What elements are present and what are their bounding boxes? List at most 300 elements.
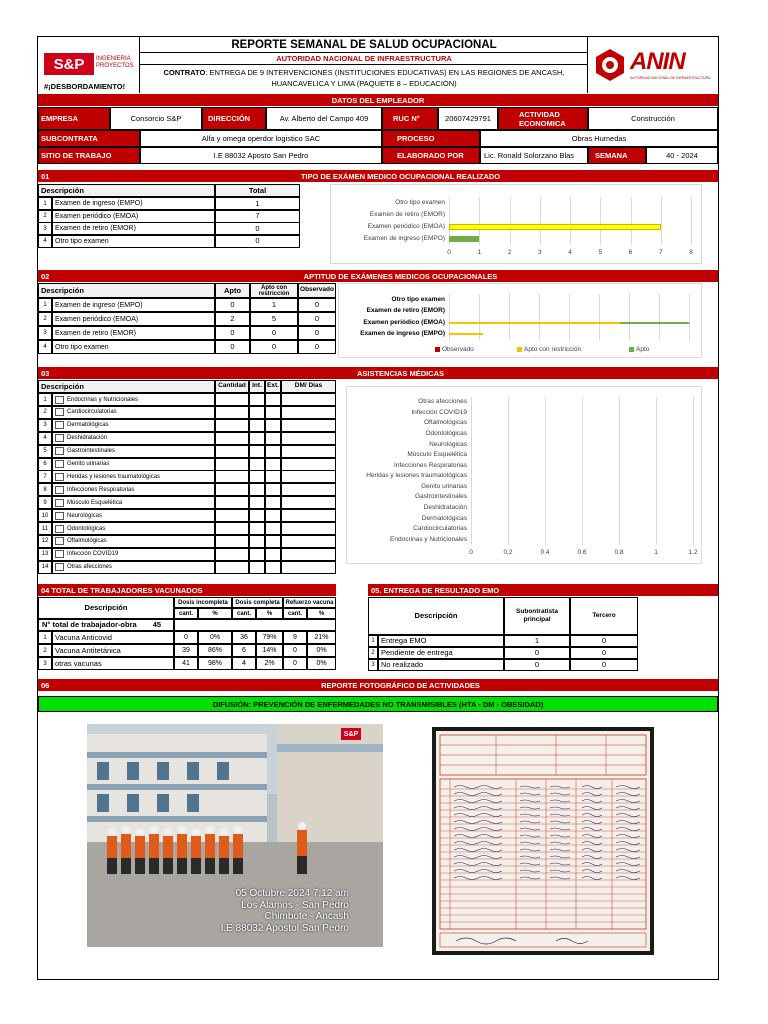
section-05-header xyxy=(368,584,718,596)
emo-delivery-desc: Pendiente de entrega xyxy=(378,647,504,659)
category-label: Examen periódico (EMOA) xyxy=(367,223,445,230)
s05-col-subcontract: Subontratista principal xyxy=(504,597,570,635)
assistance-quantity[interactable] xyxy=(215,445,249,458)
elaborado-value: Lic. Ronald Solorzano Blas xyxy=(480,147,588,164)
assistance-desc: Músculo Esquelética xyxy=(67,499,123,506)
elaborado-label: ELABORADO POR xyxy=(382,147,480,164)
assistance-quantity[interactable] xyxy=(215,470,249,483)
gridline xyxy=(600,197,601,245)
s03-col-ext: Ext. xyxy=(265,380,281,393)
s01-col-total: Total xyxy=(215,184,300,197)
x-tick-label: 0.2 xyxy=(503,549,513,556)
gridline xyxy=(569,294,570,340)
row-number: 2 xyxy=(368,647,378,659)
row-number: 8 xyxy=(38,483,52,496)
anin-logo-box xyxy=(588,37,718,93)
assistance-quantity[interactable] xyxy=(215,406,249,419)
vaccine-cc: 6 xyxy=(232,644,256,657)
gridline xyxy=(629,294,630,340)
s05-col-third: Tercero xyxy=(570,597,638,635)
x-tick-label: 2 xyxy=(507,249,512,256)
actividad-value: Construcción xyxy=(588,107,718,130)
category-label: Genito urinarias xyxy=(421,482,467,490)
gridline xyxy=(582,397,583,545)
x-tick-label: 1.2 xyxy=(688,549,698,556)
emo-delivery-third: 0 xyxy=(570,647,638,659)
category-label: Examen periódico (EMOA) xyxy=(363,318,445,326)
subcontrata-label: SUBCONTRATA xyxy=(38,130,140,147)
assistance-desc: Cardiocirculatorias xyxy=(67,409,117,416)
assistance-ext[interactable] xyxy=(265,432,281,445)
x-tick-label: 0.6 xyxy=(577,549,587,556)
assistance-dm-days[interactable] xyxy=(281,393,336,406)
assistance-desc: Heridas y lesiones traumatológicas xyxy=(67,473,161,480)
assistance-dm-days[interactable] xyxy=(281,406,336,419)
checkbox[interactable] xyxy=(55,512,64,520)
assistance-quantity[interactable] xyxy=(215,393,249,406)
category-label: Músculo Esquelética xyxy=(407,451,467,459)
x-tick-label: 6 xyxy=(628,249,633,256)
s04-col-complete: Dosis completa xyxy=(232,597,283,608)
contract-line2: HUANCAVELICA Y LIMA (PAQUETE 8 – EDUCACIÓN) xyxy=(271,80,457,88)
vaccine-ip: 86% xyxy=(198,644,232,657)
s02-col-observado: Observado xyxy=(298,283,336,298)
gridline xyxy=(540,197,541,245)
assistance-ext[interactable] xyxy=(265,522,281,535)
assistance-quantity[interactable] xyxy=(215,535,249,548)
category-label: Cardiocirculatorias xyxy=(413,525,467,533)
assistance-ext[interactable] xyxy=(265,419,281,432)
legend-label: Observado xyxy=(442,346,474,353)
row-number: 11 xyxy=(38,522,52,535)
assistance-quantity[interactable] xyxy=(215,561,249,574)
assistance-int[interactable] xyxy=(249,432,265,445)
row-number: 7 xyxy=(38,470,52,483)
aptitude-desc: Examen de retiro (EMOR) xyxy=(52,326,215,340)
sitio-label: SITIO DE TRABAJO xyxy=(38,147,140,164)
category-label: Infección COVID19 xyxy=(411,408,467,416)
row-number: 3 xyxy=(368,659,378,671)
assistance-quantity[interactable] xyxy=(215,522,249,535)
assistance-dm-days[interactable] xyxy=(281,470,336,483)
exam-type-desc: Examen de ingreso (EMPO) xyxy=(52,197,215,210)
section-04-title: 04 TOTAL DE TRABAJADORES VACUNADOS xyxy=(41,585,203,595)
assistance-row xyxy=(52,548,215,561)
subheader-quantity: cant. xyxy=(283,608,307,619)
assistance-int[interactable] xyxy=(249,496,265,509)
row-number: 3 xyxy=(38,657,52,670)
s02-col-desc: Descripción xyxy=(38,283,215,298)
assistance-row xyxy=(52,522,215,535)
empresa-value: Consorcio S&P xyxy=(110,107,202,130)
assistance-ext[interactable] xyxy=(265,535,281,548)
section-02-title: APTITUD DE EXÁMENES MEDICOS OCUPACIONALES xyxy=(303,271,498,281)
s02-col-restriccion: Apto con restricción xyxy=(250,283,298,298)
header-title-block xyxy=(140,37,588,93)
subheader-quantity: cant. xyxy=(232,608,256,619)
category-label: Oftalmológicas xyxy=(424,419,467,427)
semana-value: 40 - 2024 xyxy=(646,147,718,164)
subheader-quantity: cant. xyxy=(174,608,198,619)
row-number: 4 xyxy=(38,235,52,248)
assistance-int[interactable] xyxy=(249,535,265,548)
assistance-desc: Neurológicas xyxy=(67,512,103,519)
checkbox[interactable] xyxy=(55,434,64,442)
subcontrata-value: Alfa y omega operdor logistico SAC xyxy=(140,130,382,147)
s03-col-cantidad: Cantidad xyxy=(215,380,249,393)
assistance-row xyxy=(52,445,215,458)
assistance-quantity[interactable] xyxy=(215,496,249,509)
diffusion-banner: DIFUSIÓN: PREVENCIÓN DE ENFERMEDADES NO TRANSMISIBLES (HTA - DM - OBESIDAD) xyxy=(38,696,718,712)
sp-logo-box xyxy=(38,37,140,93)
medical-assistance-chart xyxy=(346,386,702,564)
row-number: 14 xyxy=(38,561,52,574)
assistance-int[interactable] xyxy=(249,458,265,471)
assistance-int[interactable] xyxy=(249,445,265,458)
emo-delivery-desc: Entrega EMO xyxy=(378,635,504,647)
s03-col-desc: Descripción xyxy=(38,380,215,393)
x-tick-label: 7 xyxy=(658,249,663,256)
assistance-desc: Infección COVID19 xyxy=(67,551,119,558)
assistance-desc: Genito urinarias xyxy=(67,461,110,467)
photo-caption-date: 05 Octubre 2024 7:12 am xyxy=(235,888,349,899)
assistance-row xyxy=(52,406,215,419)
assistance-int[interactable] xyxy=(249,561,265,574)
assistance-quantity[interactable] xyxy=(215,458,249,471)
total-workers-label-text: N° total de trabajador-obra xyxy=(42,620,137,630)
empresa-label: EMPRESA xyxy=(38,107,110,130)
section-06-number: 06 xyxy=(41,680,50,690)
assistance-desc: Dermatológicas xyxy=(67,422,109,429)
checkbox[interactable] xyxy=(55,550,64,558)
assistance-desc: Odontológicas xyxy=(67,525,106,532)
assistance-ext[interactable] xyxy=(265,406,281,419)
assistance-dm-days[interactable] xyxy=(281,522,336,535)
vaccine-cp: 79% xyxy=(256,631,283,644)
checkbox[interactable] xyxy=(55,525,64,533)
checkbox[interactable] xyxy=(55,563,64,571)
contract-label: CONTRATO xyxy=(163,69,206,77)
subheader-percent: % xyxy=(256,608,283,619)
direccion-label: DIRECCIÓN xyxy=(202,107,266,130)
legend-label: Apto con restricción xyxy=(524,346,582,353)
aptitude-chart xyxy=(338,283,702,358)
category-label: Heridas y lesiones traumatológicas xyxy=(366,472,467,480)
row-number: 5 xyxy=(38,445,52,458)
aptitude-apto: 0 xyxy=(215,340,250,354)
assistance-ext[interactable] xyxy=(265,393,281,406)
x-tick-label: 5 xyxy=(598,249,603,256)
aptitude-observed: 0 xyxy=(298,298,336,312)
row-number: 1 xyxy=(38,197,52,210)
assistance-dm-days[interactable] xyxy=(281,419,336,432)
photo-caption xyxy=(221,888,349,934)
section-03-title: ASISTENCIAS MÉDICAS xyxy=(356,368,445,378)
assistance-dm-days[interactable] xyxy=(281,496,336,509)
exam-type-chart xyxy=(330,184,702,264)
aptitude-observed: 0 xyxy=(298,340,336,354)
x-tick-label: 1 xyxy=(477,249,482,256)
row-number: 1 xyxy=(38,298,52,312)
category-label: Examen de retiro (EMOR) xyxy=(366,307,445,315)
assistance-row xyxy=(52,535,215,548)
checkbox[interactable] xyxy=(55,421,64,429)
assistance-ext[interactable] xyxy=(265,458,281,471)
x-tick-label: 0.8 xyxy=(614,549,624,556)
x-tick-label: 0 xyxy=(469,549,473,556)
assistance-dm-days[interactable] xyxy=(281,535,336,548)
attendance-sheet-image xyxy=(436,731,650,951)
bar-segment xyxy=(449,333,483,335)
aptitude-restricted: 0 xyxy=(250,340,298,354)
row-number: 2 xyxy=(38,644,52,657)
assistance-row xyxy=(52,509,215,522)
gridline xyxy=(508,397,509,545)
assistance-dm-days[interactable] xyxy=(281,548,336,561)
assistance-row xyxy=(52,483,215,496)
section-01-number: 01 xyxy=(41,171,50,181)
s01-col-desc: Descripción xyxy=(38,184,215,197)
assistance-quantity[interactable] xyxy=(215,419,249,432)
exam-type-desc: Examen de retiro (EMOR) xyxy=(52,222,215,235)
assistance-int[interactable] xyxy=(249,483,265,496)
assistance-quantity[interactable] xyxy=(215,432,249,445)
anin-logo-text: ANIN xyxy=(630,48,685,75)
bar-segment xyxy=(449,322,620,324)
row-number: 3 xyxy=(38,326,52,340)
bar xyxy=(449,236,479,242)
sp-logo: S&P xyxy=(44,53,94,75)
assistance-desc: Infecciones Respiratorias xyxy=(67,486,135,493)
x-tick-label: 1 xyxy=(654,549,658,556)
aptitude-apto: 0 xyxy=(215,326,250,340)
vaccine-ip: 98% xyxy=(198,657,232,670)
x-tick-label: 0 xyxy=(447,249,451,256)
vaccine-desc: Vacuna Anticovid xyxy=(52,631,174,644)
exam-type-total: 0 xyxy=(215,235,300,248)
anin-emblem-icon xyxy=(592,47,628,83)
vaccine-rp: 21% xyxy=(307,631,336,644)
exam-type-desc: Otro tipo examen xyxy=(52,235,215,248)
exam-type-total: 7 xyxy=(215,210,300,223)
assistance-quantity[interactable] xyxy=(215,509,249,522)
row-number: 3 xyxy=(38,419,52,432)
section-06-title: REPORTE FOTOGRÁFICO DE ACTIVIDADES xyxy=(321,680,480,690)
assistance-ext[interactable] xyxy=(265,509,281,522)
x-tick-label: 0.4 xyxy=(540,549,550,556)
gridline xyxy=(619,397,620,545)
section-06-header xyxy=(38,679,718,691)
assistance-ext[interactable] xyxy=(265,445,281,458)
legend-swatch xyxy=(517,347,522,352)
assistance-desc: Otras afecciones xyxy=(67,564,113,571)
row-number: 1 xyxy=(368,635,378,647)
vaccine-desc: otras vacunas xyxy=(52,657,174,670)
assistance-dm-days[interactable] xyxy=(281,458,336,471)
row-number: 2 xyxy=(38,406,52,419)
ruc-value: 20607429791 xyxy=(438,107,498,130)
exam-type-total: 0 xyxy=(215,222,300,235)
vaccine-rp: 0% xyxy=(307,657,336,670)
gridline xyxy=(661,197,662,245)
gridline xyxy=(631,197,632,245)
attendance-sheet-photo xyxy=(432,727,654,955)
category-label: Examen de retiro (EMOR) xyxy=(369,211,445,218)
assistance-dm-days[interactable] xyxy=(281,432,336,445)
aptitude-restricted: 5 xyxy=(250,312,298,326)
subheader-percent: % xyxy=(198,608,232,619)
section-01-title: TIPO DE EXÁMEN MEDICO OCUPACIONAL REALIZADO xyxy=(300,171,501,181)
assistance-ext[interactable] xyxy=(265,561,281,574)
bar xyxy=(449,224,661,230)
row-number: 2 xyxy=(38,210,52,223)
vaccine-rp: 0% xyxy=(307,644,336,657)
row-number: 9 xyxy=(38,496,52,509)
gridline xyxy=(570,197,571,245)
bar-segment xyxy=(620,322,689,324)
legend-label: Apto xyxy=(636,346,650,353)
gridline xyxy=(656,397,657,545)
assistance-ext[interactable] xyxy=(265,548,281,561)
assistance-int[interactable] xyxy=(249,393,265,406)
section-04-header xyxy=(38,584,336,596)
category-label: Dermatológicas xyxy=(421,514,467,522)
assistance-row xyxy=(52,458,215,471)
x-tick-label: 3 xyxy=(537,249,542,256)
category-label: Deshidratación xyxy=(423,504,467,511)
total-workers-spacer xyxy=(174,619,336,631)
legend-swatch xyxy=(629,347,634,352)
vaccine-cc: 36 xyxy=(232,631,256,644)
assistance-row xyxy=(52,470,215,483)
assistance-ext[interactable] xyxy=(265,470,281,483)
assistance-int[interactable] xyxy=(249,406,265,419)
category-label: Odontológicas xyxy=(425,430,467,437)
assistance-dm-days[interactable] xyxy=(281,483,336,496)
assistance-quantity[interactable] xyxy=(215,483,249,496)
contract-text: : ENTREGA DE 9 INTERVENCIONES (INSTITUCIONES EDUCATIVAS) EN LAS REGIONES DE ANCASH, xyxy=(205,69,565,77)
actividad-label: ACTIVIDAD ECONOMICA xyxy=(498,107,588,130)
checkbox[interactable] xyxy=(55,473,64,481)
gridline xyxy=(471,397,472,545)
s02-col-apto: Apto xyxy=(215,283,250,298)
gridline xyxy=(599,294,600,340)
section-02-number: 02 xyxy=(41,271,50,281)
vaccine-cp: 14% xyxy=(256,644,283,657)
vaccine-cc: 4 xyxy=(232,657,256,670)
aptitude-desc: Examen de ingreso (EMPO) xyxy=(52,298,215,312)
assistance-int[interactable] xyxy=(249,419,265,432)
x-tick-label: 8 xyxy=(689,249,693,256)
assistance-desc: Gastrointestinales xyxy=(67,448,116,455)
checkbox[interactable] xyxy=(55,460,64,468)
checkbox[interactable] xyxy=(55,486,64,494)
page-title: REPORTE SEMANAL DE SALUD OCUPACIONAL xyxy=(140,39,588,53)
vaccine-rc: 0 xyxy=(283,657,307,670)
row-number: 4 xyxy=(38,340,52,354)
row-number: 10 xyxy=(38,509,52,522)
s03-col-dm: DM/ Días xyxy=(281,380,336,393)
assistance-desc: Oftalmológicas xyxy=(67,538,107,545)
checkbox[interactable] xyxy=(55,499,64,507)
anin-logo-subtitle: AUTORIDAD NACIONAL DE INFRAESTRUCTURA xyxy=(630,76,711,80)
vaccine-ic: 0 xyxy=(174,631,198,644)
assistance-int[interactable] xyxy=(249,509,265,522)
gridline xyxy=(693,397,694,545)
gridline xyxy=(539,294,540,340)
employer-section-title: DATOS DEL EMPLEADOR xyxy=(331,95,425,105)
emo-delivery-subcontract: 1 xyxy=(504,635,570,647)
proceso-label: PROCESO xyxy=(382,130,480,147)
assistance-int[interactable] xyxy=(249,522,265,535)
vaccine-desc: Vacuna Antitetánica xyxy=(52,644,174,657)
aptitude-restricted: 0 xyxy=(250,326,298,340)
employer-section-header xyxy=(38,94,718,106)
gridline xyxy=(545,397,546,545)
gridline xyxy=(510,197,511,245)
assistance-row xyxy=(52,496,215,509)
assistance-row xyxy=(52,393,215,406)
aptitude-restricted: 1 xyxy=(250,298,298,312)
assistance-row xyxy=(52,432,215,445)
section-03-header xyxy=(38,367,718,379)
contract-line1 xyxy=(140,69,588,77)
vaccine-ic: 41 xyxy=(174,657,198,670)
checkbox[interactable] xyxy=(55,537,64,545)
s05-col-desc: Descripción xyxy=(368,597,504,635)
assistance-quantity[interactable] xyxy=(215,548,249,561)
category-label: Examen de ingreso (EMPO) xyxy=(363,235,445,242)
assistance-int[interactable] xyxy=(249,548,265,561)
section-02-header xyxy=(38,270,718,282)
assistance-ext[interactable] xyxy=(265,496,281,509)
category-label: Otras afecciones xyxy=(418,398,467,406)
legend-swatch xyxy=(435,347,440,352)
assistance-desc: Endocrinas y Nutricionales xyxy=(67,396,139,403)
assistance-int[interactable] xyxy=(249,470,265,483)
checkbox[interactable] xyxy=(55,447,64,455)
assistance-dm-days[interactable] xyxy=(281,509,336,522)
checkbox[interactable] xyxy=(55,408,64,416)
assistance-dm-days[interactable] xyxy=(281,561,336,574)
section-03-number: 03 xyxy=(41,368,50,378)
aptitude-apto: 0 xyxy=(215,298,250,312)
sp-logo-subtitle: INGENIERIA PROYECTOS xyxy=(96,56,134,69)
aptitude-observed: 0 xyxy=(298,326,336,340)
gridline xyxy=(659,294,660,340)
assistance-ext[interactable] xyxy=(265,483,281,496)
category-label: Otro tipo examen xyxy=(391,295,445,303)
checkbox[interactable] xyxy=(55,396,64,404)
vaccine-rc: 0 xyxy=(283,644,307,657)
authority-name: AUTORIDAD NACIONAL DE INFRAESTRUCTURA xyxy=(140,54,588,65)
gridline xyxy=(689,294,690,340)
row-number: 12 xyxy=(38,535,52,548)
s04-col-booster: Refuerzo vacuna xyxy=(283,597,336,608)
aptitude-apto: 2 xyxy=(215,312,250,326)
slogan: #¡DESBORDAMIENTO! xyxy=(44,83,126,91)
gridline xyxy=(479,197,480,245)
assistance-dm-days[interactable] xyxy=(281,445,336,458)
s04-col-desc: Descripción xyxy=(38,597,174,619)
aptitude-desc: Examen periódico (EMOA) xyxy=(52,312,215,326)
ruc-label: RUC N° xyxy=(382,107,438,130)
proceso-value: Obras Humedas xyxy=(480,130,718,147)
category-label: Gastrointestinales xyxy=(414,493,467,501)
category-label: Otro tipo examen xyxy=(395,199,445,206)
sitio-value: I.E 88032 Aposto San Pedro xyxy=(140,147,382,164)
direccion-value: Av. Alberto del Campo 409 xyxy=(266,107,382,130)
